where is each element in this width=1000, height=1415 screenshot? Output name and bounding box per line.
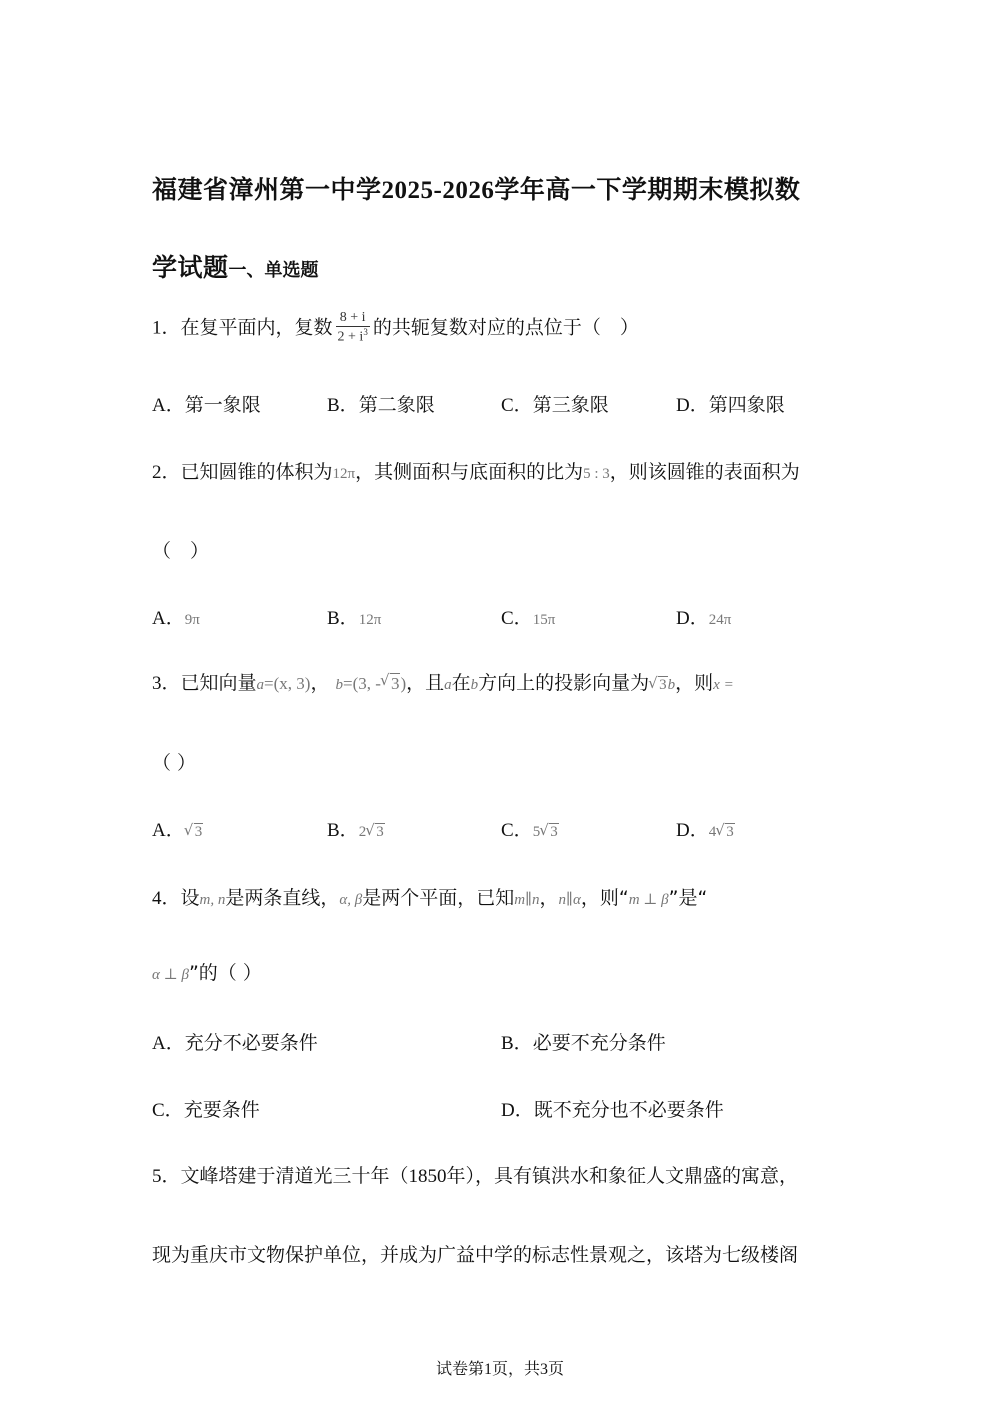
option-letter: A．: [152, 820, 185, 841]
footer-text: 试卷第: [435, 1359, 484, 1378]
question-4-option-b[interactable]: [501, 1028, 666, 1055]
question-2-option-b[interactable]: [327, 603, 381, 630]
question-2-bracket: [152, 536, 209, 563]
page-title-line2: [152, 248, 319, 284]
separator: ，: [310, 672, 330, 694]
vector-a-symbol: a: [256, 677, 265, 693]
question-text: ，则“: [580, 887, 629, 909]
option-letter: D．: [676, 608, 709, 629]
question-number: 1．: [152, 317, 181, 339]
question-3-option-c[interactable]: [501, 815, 559, 842]
option-text: 必要不充分条件: [532, 1032, 666, 1054]
option-coefficient: 5: [532, 824, 541, 840]
question-2-option-d[interactable]: [676, 603, 731, 630]
radicand: 3: [194, 824, 203, 840]
year-value: 1850: [408, 1166, 447, 1187]
option-letter: A．: [152, 608, 185, 629]
option-text: 既不充分也不必要条件: [533, 1099, 724, 1121]
sqrt-expression: [185, 824, 204, 841]
question-text: ，则: [675, 672, 714, 694]
total-pages: 3: [540, 1361, 548, 1378]
lines-m-n: m, n: [199, 892, 226, 908]
question-3-option-d[interactable]: [676, 815, 735, 842]
question-number: 2．: [152, 462, 181, 483]
fraction-numerator: 8 + i: [339, 310, 366, 325]
option-math: 24π: [708, 612, 732, 628]
question-number: 5．: [152, 1166, 181, 1187]
option-text: 充分不必要条件: [184, 1032, 318, 1054]
current-page: 1: [483, 1361, 492, 1378]
area-ratio: 5 : 3: [583, 466, 610, 482]
sqrt-expression: [540, 824, 559, 841]
question-1-option-a[interactable]: [152, 390, 261, 417]
question-2-option-c[interactable]: [501, 603, 555, 630]
option-letter: B．: [327, 820, 359, 841]
question-5-stem: [152, 1161, 798, 1188]
option-letter: D．: [501, 1100, 534, 1121]
question-4-option-a[interactable]: [152, 1028, 318, 1055]
question-number: 3．: [152, 673, 181, 694]
option-text: 第二象限: [358, 394, 435, 416]
option-text: 第四象限: [708, 394, 785, 416]
option-letter: C．: [152, 1100, 184, 1121]
sqrt-expression: [649, 677, 668, 694]
vector-b-symbol: b: [335, 677, 344, 693]
answer-bracket: （ ）: [152, 540, 210, 562]
option-letter: D．: [676, 395, 709, 416]
question-text: 已知圆锥的体积为: [180, 461, 333, 483]
question-1-option-b[interactable]: [327, 390, 435, 417]
vector-a-symbol: a: [444, 677, 452, 693]
page-title-line1: [152, 170, 800, 206]
complex-fraction: [336, 310, 370, 346]
vector-b-symbol: b: [470, 677, 479, 693]
fraction-denominator: [336, 326, 370, 346]
question-text: 是两个平面，已知: [362, 887, 515, 909]
option-text: 第三象限: [532, 394, 609, 416]
option-letter: C．: [501, 395, 533, 416]
radicand: 3: [726, 824, 734, 840]
planes-alpha-beta: α, β: [339, 892, 363, 908]
section-heading: 一、单选题: [228, 260, 319, 281]
title-text: 福建省漳州第一中学: [152, 175, 382, 204]
question-4-option-d[interactable]: [501, 1095, 724, 1122]
question-text: 年），具有镇洪水和象征人文鼎盛的寓意，: [446, 1165, 799, 1187]
question-3-option-a[interactable]: [152, 815, 203, 842]
option-text: 第一象限: [184, 394, 261, 416]
question-3-stem: [152, 668, 734, 695]
option-letter: A．: [152, 395, 185, 416]
option-math: 9π: [184, 612, 200, 628]
answer-bracket: （ ）: [152, 752, 197, 774]
unknown-x: x =: [713, 677, 734, 693]
denominator-base: 2 + i: [337, 329, 364, 345]
option-coefficient: 2: [358, 824, 367, 840]
question-text: 的共轭复数对应的点位于（ ）: [372, 316, 639, 339]
sqrt-expression: [366, 824, 385, 841]
question-text: 方向上的投影向量为: [478, 672, 650, 694]
option-letter: D．: [676, 820, 709, 841]
vector-a-value: =(x, 3): [264, 674, 311, 693]
volume-value: 12π: [332, 466, 356, 482]
option-math: 12π: [358, 612, 382, 628]
option-coefficient: 4: [708, 824, 717, 840]
option-math: 15π: [532, 612, 556, 628]
radicand: 3: [390, 674, 400, 693]
option-letter: B．: [327, 395, 359, 416]
radicand: 3: [550, 824, 558, 840]
m-perp-beta: m ⊥ β: [628, 892, 669, 908]
option-letter: B．: [501, 1033, 533, 1054]
question-4-stem: [152, 883, 707, 910]
footer-text: 页: [548, 1359, 565, 1378]
question-text: 在: [451, 672, 471, 694]
question-1-option-c[interactable]: [501, 390, 609, 417]
question-text: ，且: [406, 672, 445, 694]
page-footer: [0, 1356, 1000, 1379]
question-text: 设: [180, 887, 200, 909]
question-text: ”是“: [668, 887, 708, 909]
question-text: ，则该圆锥的表面积为: [609, 461, 800, 483]
title-text-suffix: 学年高一下学期期末模拟数: [494, 175, 801, 204]
radicand: 3: [376, 824, 384, 840]
question-text: 已知向量: [180, 672, 257, 694]
separator: ，: [539, 887, 559, 909]
option-text: 充要条件: [183, 1099, 260, 1121]
question-4-stem-cont: [152, 958, 262, 985]
radicand: 3: [659, 677, 667, 693]
title-continuation: 学试题: [152, 253, 229, 282]
question-text: 在复平面内，复数: [180, 316, 333, 339]
question-text: 是两条直线，: [225, 887, 340, 909]
alpha-perp-beta: α ⊥ β: [152, 967, 189, 983]
option-letter: B．: [327, 608, 359, 629]
sqrt-expression: [716, 824, 735, 841]
question-2-option-a[interactable]: [152, 603, 200, 630]
question-3-option-b[interactable]: [327, 815, 385, 842]
footer-text: 页，共: [491, 1359, 540, 1378]
question-text: 现为重庆市文物保护单位，并成为广益中学的标志性景观之，该塔为七级楼阁: [152, 1244, 799, 1266]
question-text: ，其侧面积与底面积的比为: [355, 461, 584, 483]
question-1-stem: [152, 310, 639, 346]
question-1-option-d[interactable]: [676, 390, 785, 417]
question-text: ”的（ ）: [188, 962, 262, 984]
option-letter: C．: [501, 608, 533, 629]
question-5-stem-cont: [152, 1240, 798, 1267]
m-parallel-n: m∥n: [514, 892, 540, 908]
option-letter: C．: [501, 820, 533, 841]
n-parallel-alpha: n∥α: [558, 892, 581, 908]
question-4-option-c[interactable]: [152, 1095, 260, 1122]
question-text: 文峰塔建于清道光三十年（: [180, 1165, 409, 1187]
question-3-bracket: [152, 748, 196, 775]
sqrt-expression: [381, 674, 401, 694]
vector-b-value: =(3, -: [343, 674, 381, 693]
option-letter: A．: [152, 1033, 185, 1054]
denominator-exponent: 3: [363, 327, 368, 337]
vector-b-close: ): [400, 674, 407, 693]
question-number: 4．: [152, 888, 181, 909]
vector-b-symbol: b: [667, 677, 676, 693]
question-2-stem: [152, 457, 800, 484]
title-years: 2025-2026: [381, 177, 495, 204]
